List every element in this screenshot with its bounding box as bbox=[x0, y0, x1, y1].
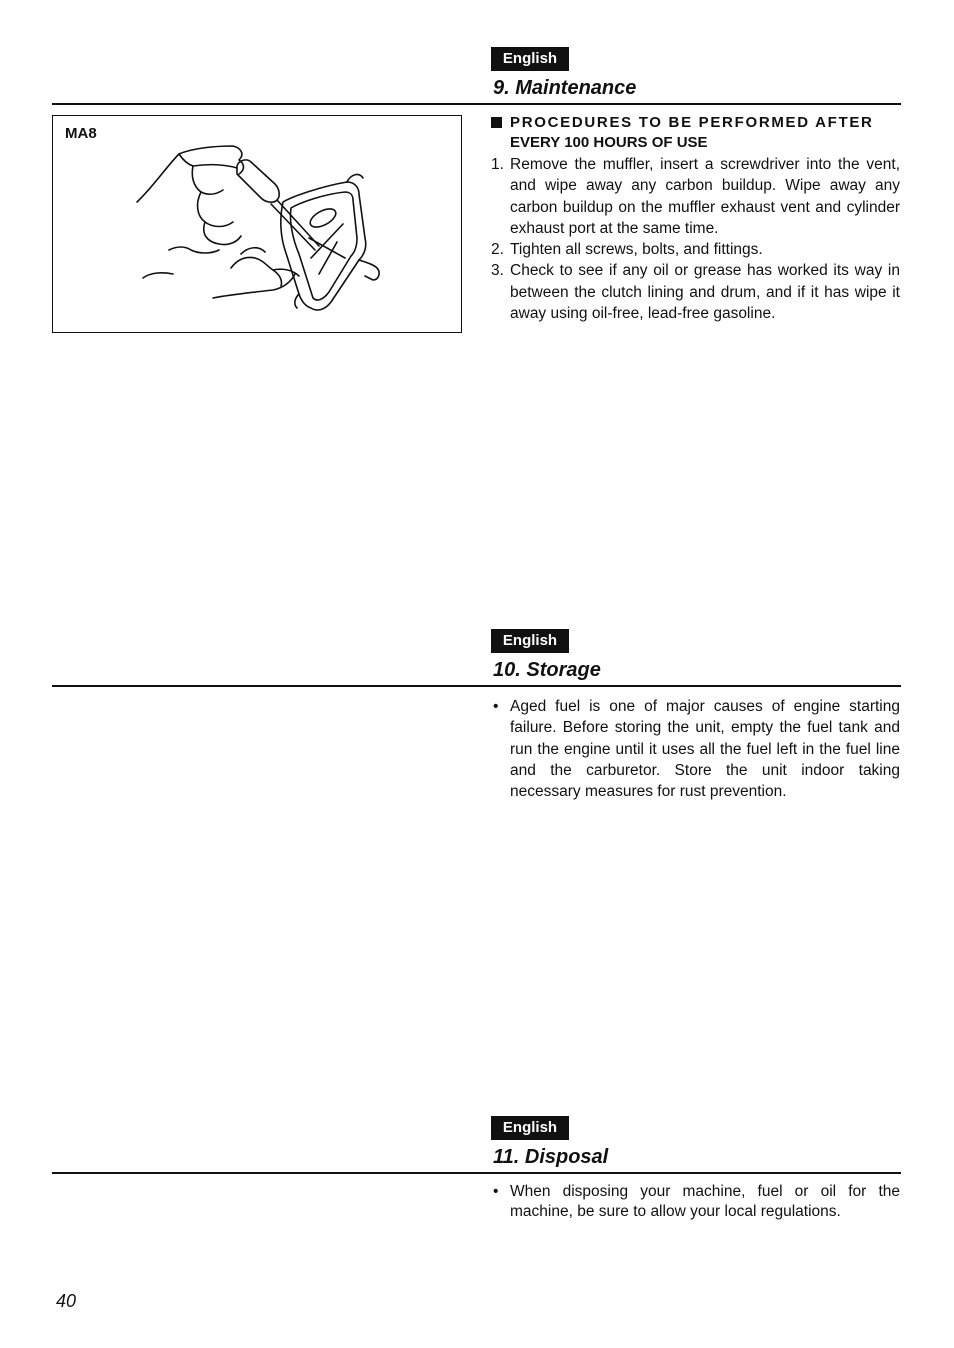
list-item: • When disposing your machine, fuel or oil for the machine, be sure to allow your local regulations. bbox=[493, 1183, 900, 1220]
list-item: • Aged fuel is one of major causes of engine starting failure. Before storing the unit, empty the fuel tank and run the engine until it uses all the fuel left in the fuel line and the carburetor. Store the unit indoor taking necessary measures for rust prevention. bbox=[493, 698, 900, 801]
section-divider bbox=[52, 1172, 901, 1174]
maintenance-steps bbox=[491, 154, 900, 324]
storage-content bbox=[491, 696, 900, 802]
square-bullet-icon bbox=[491, 117, 502, 128]
section-divider bbox=[52, 685, 901, 687]
maintenance-content bbox=[491, 113, 900, 324]
procedure-heading: PROCEDURES TO BE PERFORMED AFTER bbox=[491, 113, 900, 133]
page-number: 40 bbox=[56, 1291, 77, 1311]
figure-label: MA8 bbox=[65, 125, 97, 142]
list-item: 3. Check to see if any oil or grease has worked its way in between the clutch lining and drum, and if it has wipe it away using oil-free, lead-free gasoline. bbox=[491, 262, 900, 323]
section-divider bbox=[52, 103, 901, 105]
section-title-storage: 10. Storage bbox=[493, 659, 601, 681]
language-badge: English bbox=[491, 1116, 569, 1140]
figure-ma8 bbox=[52, 115, 462, 333]
disposal-content bbox=[491, 1182, 900, 1221]
section-title-disposal: 11. Disposal bbox=[493, 1146, 609, 1168]
procedure-heading-continued: EVERY 100 HOURS OF USE bbox=[510, 134, 708, 151]
section-title-maintenance: 9. Maintenance bbox=[493, 77, 637, 99]
storage-bullets bbox=[491, 696, 900, 802]
list-item: 1. Remove the muffler, insert a screwdriver into the vent, and wipe away any carbon buildup. Wipe away any carbon buildup on the muffler exhaust vent and cylinder exhaust port at the same time. bbox=[491, 156, 900, 237]
list-item: 2. Tighten all screws, bolts, and fittings. bbox=[491, 241, 763, 259]
disposal-bullets bbox=[491, 1182, 900, 1221]
language-badge: English bbox=[491, 629, 569, 653]
language-badge: English bbox=[491, 47, 569, 71]
muffler-cleaning-illustration bbox=[133, 142, 393, 327]
